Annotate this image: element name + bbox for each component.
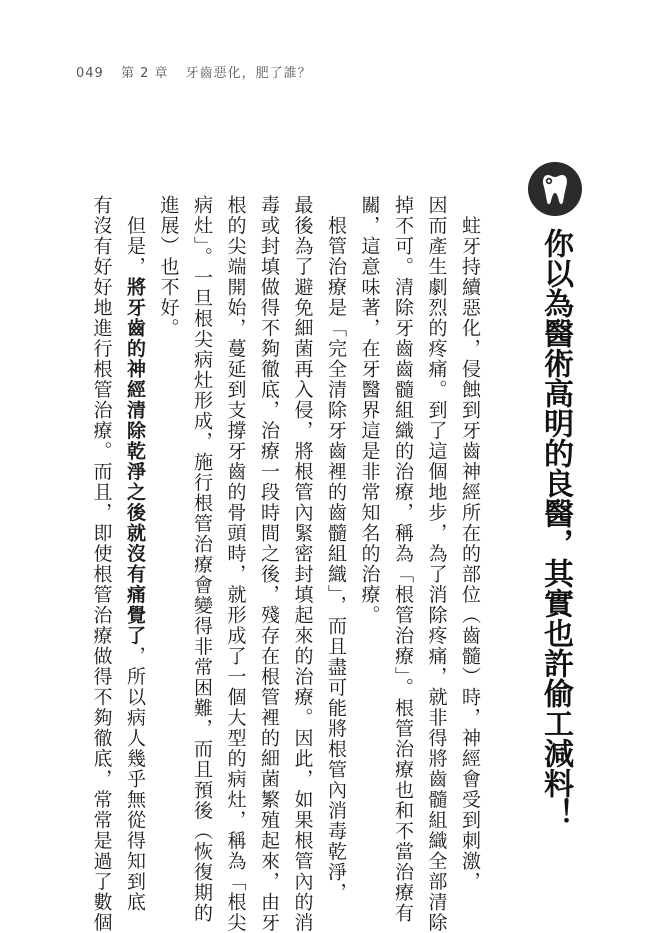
text-column: 最後為了避免細菌再入侵，將根管內緊密封填起來的治療。因此，如果根管內的消 xyxy=(291,195,314,933)
text-column: 有沒有好好地進行根管治療。而且，即使根管治療做得不夠徹底，常常是過了數個 xyxy=(90,195,113,933)
text-column: 關，這意味著，在牙醫界這是非常知名的治療。 xyxy=(358,195,381,626)
text-segment: 但是， xyxy=(124,195,146,277)
section-title: 你以為醫術高明的良醫，其實也許偷工減料！ xyxy=(538,228,573,828)
text-column: 因而產生劇烈的疼痛。到了這個地步，為了消除疼痛，就非得將齒髓組織全部清除 xyxy=(425,195,448,933)
chapter-label: 第 2 章 xyxy=(120,66,169,81)
section-badge xyxy=(528,162,582,216)
text-column: 進展）也不好。 xyxy=(157,195,180,339)
text-column: 掉不可。清除牙齒齒髓組織的治療，稱為「根管治療」。根管治療也和不當治療有 xyxy=(392,195,414,924)
text-column: 根的尖端開始，蔓延到支撐牙齒的骨頭時，就形成了一個大型的病灶，稱為「根尖 xyxy=(224,195,247,933)
page-number: 049 xyxy=(76,66,104,81)
text-column: 根管治療是「完全清除牙齒裡的齒髓組織」，而且盡可能將根管內消毒乾淨， xyxy=(325,195,347,903)
text-column: 病灶」。一旦根尖病灶形成，施行根管治療會變得非常困難，而且預後（恢復期的 xyxy=(191,195,213,924)
text-segment: ，所以病人幾乎無從得知到底 xyxy=(124,646,146,913)
emphasis-text: 將牙齒的神經清除乾淨之後就沒有痛覺了 xyxy=(124,277,146,646)
chapter-title-header: 牙齒惡化，肥了誰？ xyxy=(185,66,312,81)
running-header xyxy=(76,62,324,81)
text-column: 蛀牙持續惡化，侵蝕到牙齒神經所在的部位（齒髓）時，神經會受到刺激， xyxy=(459,195,481,892)
tooth-icon xyxy=(540,172,570,206)
text-column-emphasis xyxy=(118,195,152,913)
body-text xyxy=(86,195,486,933)
text-column: 毒或封填做得不夠徹底，治療一段時間之後，殘存在根管裡的細菌繁殖起來，由牙 xyxy=(258,195,280,933)
